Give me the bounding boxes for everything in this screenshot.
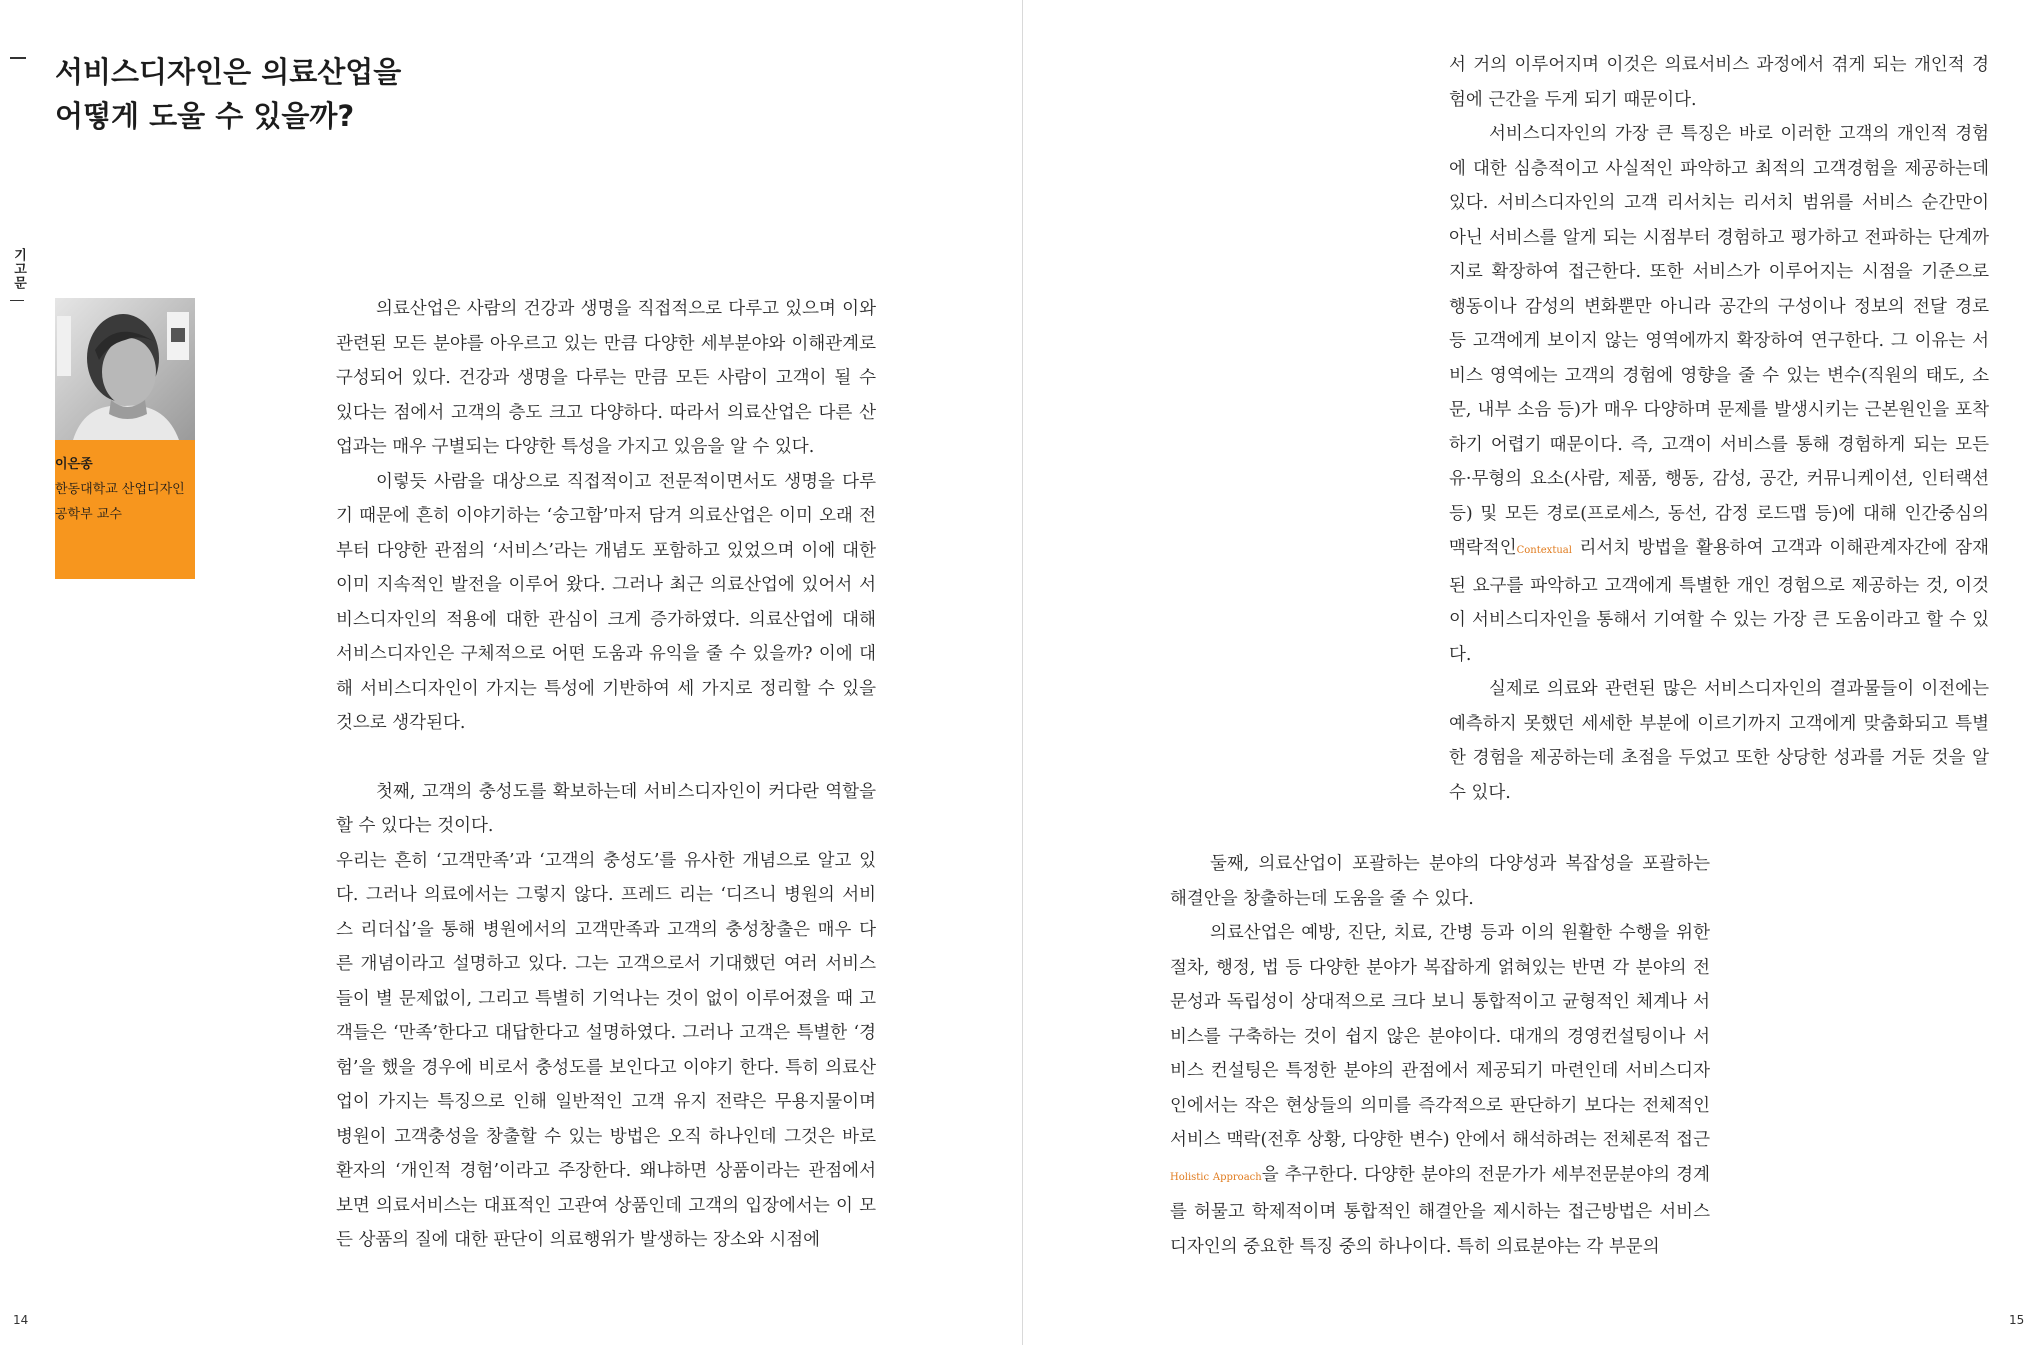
author-position: 공학부 교수 [55, 507, 122, 522]
author-card [55, 298, 195, 579]
page-number-right: 15 [2009, 1313, 2025, 1327]
page-number-left: 14 [13, 1313, 29, 1327]
section-label: 기고문 [11, 248, 26, 290]
paragraph [1170, 916, 1710, 1264]
paragraph: 실제로 의료와 관련된 많은 서비스디자인의 결과물들이 이전에는 예측하지 못했던 세세한 부분에 이르기까지 고객에게 맞춤화되고 특별한 경험을 제공하는데 초점을 두었고 또한 상당한 성과를 거둔 것을 알 수 있다. [1449, 679, 1989, 803]
author-info [55, 440, 195, 579]
term-annotation: Holistic Approach [1170, 1171, 1262, 1183]
author-affiliation: 한동대학교 산업디자인 [55, 482, 185, 497]
page-gutter [1022, 0, 1023, 1345]
author-photo [55, 298, 195, 440]
paragraph: 서 거의 이루어지며 이것은 의료서비스 과정에서 겪게 되는 개인적 경험에 근간을 두게 되기 때문이다. [1449, 55, 1989, 110]
author-name: 이은종 [55, 457, 93, 472]
section-rule [10, 300, 24, 301]
left-column [336, 292, 876, 1258]
paragraph-text: 서비스디자인의 가장 큰 특징은 바로 이러한 고객의 개인적 경험에 대한 심층적이고 사실적인 파악하고 최적의 고객경험을 제공하는데 있다. 서비스디자인의 고객 리서치는 리서치 범위를 서비스 순간만이 아닌 서비스를 알게 되는 시점부터 경험하고 평가하고 전파하는 단계까지로 확장하여 접근한다. 또한 서비스가 이루어지는 시점을 기준으로 행동이나 감성의 변화뿐만 아니라 공간의 구성이나 정보의 전달 경로 등 고객에게 보이지 않는 영역에까지 확장하여 연구한다. 그 이유는 서비스 영역에는 고객의 경험에 영향을 줄 수 있는 변수(직원의 태도, 소문, 내부 소음 등)가 매우 다양하며 문제를 발생시키는 근본원인을 포착하기 어렵기 때문이다. 즉, 고객이 서비스를 통해 경험하게 되는 모든 유·무형의 요소(사람, 제품, 행동, 감성, 공간, 커뮤니케이션, 인터랙션 등) 및 모든 경로(프로세스, 동선, 감정 로드맵 등)에 대해 인간중심의 맥락적인 [1449, 124, 1989, 558]
paragraph-text: 리서치 방법을 활용하여 고객과 이해관계자간에 잠재된 요구를 파악하고 고객에게 특별한 개인 경험으로 제공하는 것, 이것이 서비스디자인을 통해서 기여할 수 있는 가장 큰 도움이라고 할 수 있다. [1449, 538, 1989, 665]
paragraph: 의료산업은 사람의 건강과 생명을 직접적으로 다루고 있으며 이와 관련된 모든 분야를 아우르고 있는 만큼 다양한 세부분야와 이해관계로 구성되어 있다. 건강과 생명을 다루는 만큼 모든 사람이 고객이 될 수 있다는 점에서 고객의 층도 크고 다양하다. 따라서 의료산업은 다른 산업과는 매우 구별되는 다양한 특성을 가지고 있음을 알 수 있다. [336, 299, 876, 457]
paragraph: 우리는 흔히 ‘고객만족’과 ‘고객의 충성도’를 유사한 개념으로 알고 있다. 그러나 의료에서는 그렇지 않다. 프레드 리는 ‘디즈니 병원의 서비스 리더십’을 통해 병원에서의 고객만족과 고객의 충성창출은 매우 다른 개념이라고 설명하고 있다. 그는 고객으로서 기대했던 여러 서비스들이 별 문제없이, 그리고 특별히 기억나는 것이 없이 이루어졌을 때 고객들은 ‘만족’한다고 대답한다고 설명하였다. 그러나 고객은 특별한 ‘경험’을 했을 경우에 비로서 충성도를 보인다고 이야기 한다. 특히 의료산업이 가지는 특징으로 인해 일반적인 고객 유지 전략은 무용지물이며 병원이 고객충성을 창출할 수 있는 방법은 오직 하나인데 그것은 바로 환자의 ‘개인적 경험’이라고 주장한다. 왜냐하면 상품이라는 관점에서 보면 의료서비스는 대표적인 고관여 상품인데 고객의 입장에서는 이 모든 상품의 질에 대한 판단이 의료행위가 발생하는 장소와 시점에 [336, 850, 876, 1250]
paragraph: 이렇듯 사람을 대상으로 직접적이고 전문적이면서도 생명을 다루기 때문에 흔히 이야기하는 ‘숭고함’마저 담겨 의료산업은 이미 오래 전부터 다양한 관점의 ‘서비스’라는 개념도 포함하고 있었으며 이에 대한 이미 지속적인 발전을 이루어 왔다. 그러나 최근 의료산업에 있어서 서비스디자인의 적용에 대한 관심이 크게 증가하였다. 의료산업에 대해 서비스디자인은 구체적으로 어떤 도움과 유익을 줄 수 있을까? 이에 대해 서비스디자인이 가지는 특성에 기반하여 세 가지로 정리할 수 있을 것으로 생각된다. [336, 471, 876, 733]
top-rule [10, 57, 26, 59]
section-lead: 둘째, 의료산업이 포괄하는 분야의 다양성과 복잡성을 포괄하는 해결안을 창출하는데 도움을 줄 수 있다. [1170, 854, 1710, 909]
section-lead: 첫째, 고객의 충성도를 확보하는데 서비스디자인이 커다란 역할을 할 수 있다는 것이다. [336, 781, 876, 836]
title-line-2: 어떻게 도울 수 있을까? [55, 99, 355, 133]
paragraph-text: 의료산업은 예방, 진단, 치료, 간병 등과 이의 원활한 수행을 위한 절차, 행정, 법 등 다양한 분야가 복잡하게 얽혀있는 반면 각 분야의 전문성과 독립성이 상대적으로 크다 보니 통합적이고 균형적인 체계나 서비스를 구축하는 것이 쉽지 않은 분야이다. 대개의 경영컨설팅이나 서비스 컨설팅은 특정한 분야의 관점에서 제공되기 마련인데 서비스디자인에서는 작은 현상들의 의미를 즉각적으로 판단하기 보다는 전체적인 서비스 맥락(전후 상황, 다양한 변수) 안에서 해석하려는 전체론적 접근 [1170, 923, 1710, 1150]
term-annotation: Contextual [1516, 545, 1572, 556]
right-column-bottom [1170, 847, 1710, 1264]
paragraph [1449, 117, 1989, 672]
title-line-1: 서비스디자인은 의료산업을 [55, 55, 402, 89]
article-title [55, 50, 401, 138]
paragraph-text: 을 추구한다. 다양한 분야의 전문가가 세부전문분야의 경계를 허물고 학제적이며 통합적인 해결안을 제시하는 접근방법은 서비스디자인의 중요한 특징 중의 하나이다. 특히 의료분야는 각 부문의 [1170, 1164, 1710, 1257]
right-column-top [1449, 48, 1989, 810]
